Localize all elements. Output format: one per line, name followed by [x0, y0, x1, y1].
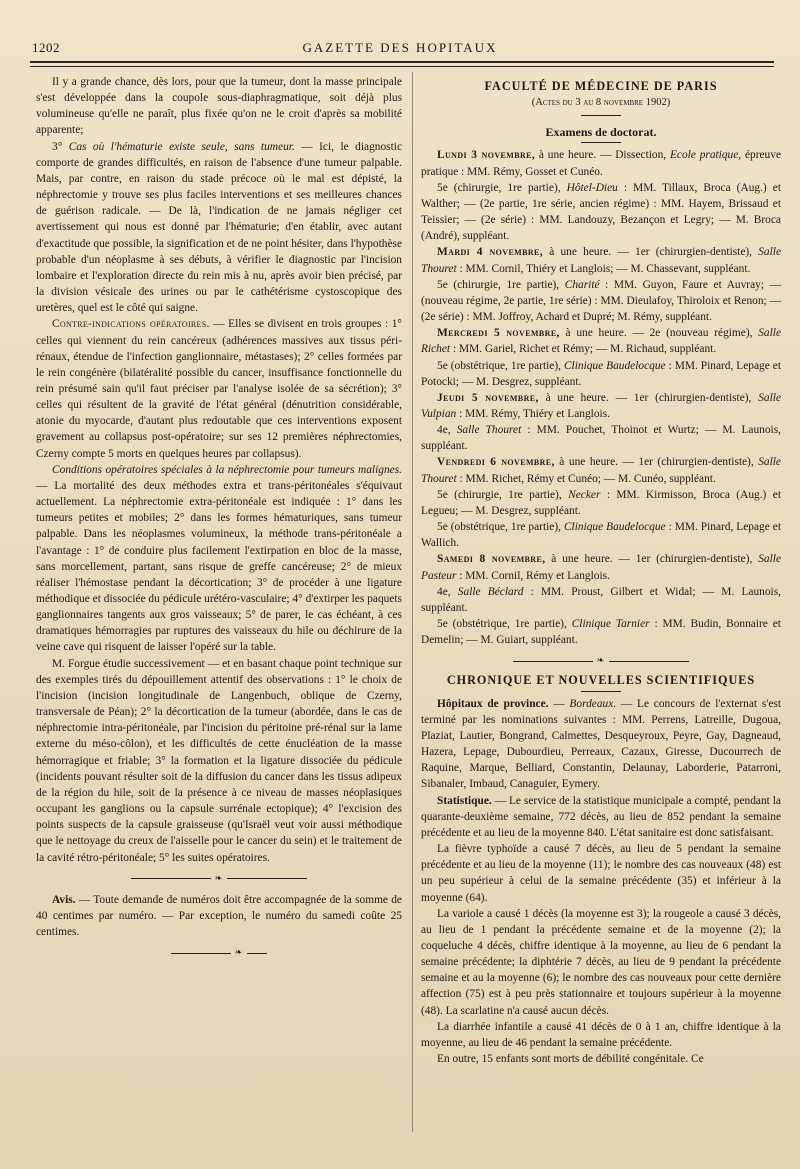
- exam-entry: [421, 147, 781, 179]
- paragraph-text: — Le service de la statistique municipale a compté, pendant la quarante-deuxième semaine, 772 décès, au lieu de 852 pendant la semaine précédente et au lieu de la moyenne 840. L'état sanitaire est donc satisfaisant.: [421, 794, 781, 839]
- exam-entry: [421, 358, 781, 390]
- exam-jury: : MM. Tillaux, Broca (Aug.) et Walther; — (2e partie, 1re série, ancien régime) : MM. Hayem, Brissaud et Teissier; — (2e série) : MM. Landouzy, Bezançon et Legry; — M. Broca (André), suppléant.: [421, 181, 781, 243]
- exam-list: [421, 147, 781, 648]
- page-number: 1202: [32, 40, 60, 55]
- italic-heading: Conditions opératoires spéciales à la néphrectomie pour tumeurs malignes.: [52, 463, 402, 476]
- exam-location: Hôtel-Dieu: [566, 181, 618, 194]
- rubric-label: Hôpitaux de province.: [437, 697, 549, 710]
- exam-jury: : MM. Guyon, Faure et Auvray; — (nouveau régime, 2e partie, 1re série) : MM. Dieulafoy, Thiroloix et Renon; — (2e série) : MM. Joffroy, Achard et Dupré; M. Rémy, suppléant.: [421, 278, 781, 324]
- exam-jury: : MM. Pouchet, Thoinot et Wurtz; — M. Launois, suppléant.: [421, 424, 782, 453]
- paragraph: M. Forgue étudie successivement — et en basant chaque point technique sur des exemples tirés du dépouillement attentif des observations : 1° le choix de l'incision (incision longitudinale de Langenbuch, oblique de Czerny, transversale de Péan); 2° la décortication de la tumeur (abordée, dans le cas de néphrectomie intra-péritonéale, par l'incision du péritoine pré-rénal sur la lame externe du méso-côlon), et les difficultés de cette énucléation de la masse hémorragique et friable; 3° la formation et la ligature dissociée du pédicule (incidents pouvant résulter soit de la diffusion du cancer dans les tissus adipeux de la région du hile, soit de la présence à ce niveau de masses néoplasiques occupant les ganglions ou la capsule surrénale ectopique); 4° l'excision des points suspects de la capsule graisseuse (qu'Israël veut voir aussi méthodique que le nettoyage du creux de l'aisselle pour le cancer du sein) et le traitement de la cavité rétro-péritonéale; 5° les suites opératoires.: [36, 657, 402, 864]
- paragraph: La diarrhée infantile a causé 41 décès de 0 à 1 an, chiffre identique à la moyenne, au lieu de 46 pendant la semaine précédente.: [421, 1020, 781, 1049]
- exam-text: 4e,: [437, 585, 458, 598]
- exam-text: à une heure. — Dissection,: [535, 149, 670, 162]
- exam-location: Clinique Tarnier: [571, 618, 650, 630]
- exam-text: 5e (obstétrique, 1re partie),: [437, 359, 564, 372]
- exam-text: 5e (chirurgie, 1re partie),: [437, 278, 565, 291]
- exam-entry: [421, 487, 781, 519]
- separator-ornament: ❧: [36, 944, 402, 960]
- notice-text: — Toute demande de numéros doit être accompagnée de la somme de 40 centimes par numéro. — Par exception, le numéro du samedi coûte 25 centimes.: [36, 893, 402, 939]
- exam-day: Lundi 3 novembre,: [437, 149, 536, 162]
- paragraph: [421, 793, 781, 841]
- exam-day: Mercredi 5 novembre,: [437, 327, 560, 340]
- exam-entry: [421, 422, 781, 454]
- exam-jury: : MM. Pinard, Lepage et Potocki; — M. Desgrez, suppléant.: [421, 359, 781, 388]
- italic-heading: Cas où l'hématurie existe seule, sans tumeur.: [68, 140, 295, 153]
- exam-jury: : MM. Proust, Gilbert et Widal; — M. Launois, suppléant.: [421, 585, 781, 614]
- exam-location: Clinique Baudelocque: [563, 521, 666, 534]
- exam-day: Mardi 4 novembre,: [437, 246, 544, 259]
- exam-location: Salle Béclard: [457, 585, 524, 598]
- exam-text: 5e (chirurgie, 1re partie),: [437, 488, 569, 501]
- separator-ornament: ❧: [421, 652, 781, 668]
- short-rule: [581, 691, 621, 692]
- right-column: [421, 74, 781, 1067]
- left-column: [36, 74, 402, 964]
- separator-ornament: ❧: [36, 870, 402, 886]
- short-rule: [581, 115, 621, 116]
- exam-text: 4e,: [437, 424, 457, 437]
- rubric-label: Statistique.: [437, 794, 492, 807]
- journal-title: GAZETTE DES HOPITAUX: [302, 40, 498, 55]
- exam-entry: [421, 519, 781, 551]
- exam-location: Salle Vulpian: [421, 391, 781, 420]
- paragraph: La variole a causé 1 décès (la moyenne est 3); la rougeole a causé 3 décès, au lieu de 1 pendant la précédente semaine et de la moyenne (2); la coqueluche 4 décès, chiffre identique à la moyenne, au lieu de 6 pendant la semaine précédente; la diphtérie 7 décès, au lieu de 9 pendant la précédente semaine et au la moyenne (6); le nombre des cas nouveaux pour cette dernière affection (75) est à peu près stationnaire et toujours supérieur à la moyenne (48). La scarlatine n'a causé aucun décès.: [421, 907, 781, 1017]
- exam-text: 5e (chirurgie, 1re partie),: [437, 181, 567, 194]
- paragraph: Hôpitaux de province. — Bordeaux. — Le concours de l'externat s'est terminé par les nominations suivantes : MM. Perrens, Latreille, Dugoua, Plaziat, Lautier, Bongrand, Calmettes, Desqueyroux, Peyre, Gay, Dagneaud, Hazera, Lepage, Dubourdieu, Perreaux, Cazaux, Giresse, Ducourrech de Raquine, Marque, Belliard, Constantin, Delaunay, Laborderie, Patarroni, Sibanaler, Imbaud, Canaguier, Eymery.: [421, 697, 781, 791]
- notice-paragraph: [36, 892, 402, 940]
- paragraph: Il y a grande chance, dès lors, pour que la tumeur, dont la masse principale s'est développée dans la coupole sous-diaphragmatique, soit déjà plus volumineuse qu'elle ne paraît, plus fixée qu'on ne le croit d'après sa mobilité apparente;: [36, 76, 402, 137]
- exam-location: Clinique Baudelocque: [563, 359, 666, 372]
- acts-subtitle: (Actes du 3 au 8 novembre 1902): [531, 97, 671, 109]
- short-rule: [581, 142, 621, 143]
- exam-day: Vendredi 6 novembre,: [437, 456, 555, 469]
- exam-text: 5e (obstétrique, 1re partie),: [437, 521, 564, 534]
- exam-location: Salle Pasteur: [421, 553, 781, 582]
- paragraph-text: — Le concours de l'externat s'est terminé par les nominations suivantes : MM. Perrens, Latreille, Dugoua, Plaziat, Lautier, Bongrand, Calmettes, Desqueyroux, Peyre, Gay, Dagneaud, Hazera, Lepage, Dubourdieu, Perreaux, Cazaux, Giresse, Ducourrech de Raquine, Marque, Belliard, Constantin, Delaunay, Laborderie, Patarroni, Sibanaler, Imbaud, Canaguier, Eymery.: [421, 697, 781, 791]
- exam-text: à une heure. — 2e (nouveau régime),: [559, 327, 759, 340]
- exam-text: à une heure. — 1er (chirurgien-dentiste),: [554, 456, 759, 469]
- exam-location: Salle Thouret: [456, 424, 522, 437]
- exam-jury: : MM. Kirmisson, Broca (Aug.) et Legueu; — M. Desgrez, suppléant.: [421, 488, 781, 517]
- header-rule: [30, 61, 774, 63]
- header-rule-thin: [30, 66, 774, 67]
- exam-location: Necker: [568, 488, 601, 501]
- exam-jury: : MM. Cornil, Thiéry et Langlois; — M. Chassevant, suppléant.: [456, 262, 751, 275]
- paragraph-text: — Elles se divisent en trois groupes : 1° celles qui viennent du rein cancéreux (adhérences massives aux tissus péri-rénaux, étendue de l'infection ganglionnaire, métastases); 2° celles formées par le rein congénère (bilatéralité possible du cancer, insuffisance fonctionnelle du rein présumé sain qu'il faut préciser par l'analyse isolée de sa sécrétion); 3° celles qui résultent de la gravité de l'état général (dénutrition considérable, atonie du myocarde, d'autant plus redoutable que ces interventions exposent gravement au collapsus post-opératoire; sur ses 12 premières néphrectomies, Czerny compte 5 morts en quelques heures par collapsus).: [36, 318, 402, 460]
- exam-location: Salle Richet: [421, 327, 782, 356]
- list-number: 3°: [52, 140, 69, 153]
- exam-jury: : MM. Rémy, Thiéry et Langlois.: [456, 407, 610, 420]
- exam-text: 5e (obstétrique, 1re partie),: [437, 618, 572, 630]
- page-header: [32, 40, 768, 60]
- exam-jury: : MM. Pinard, Lepage et Wallich.: [421, 521, 781, 550]
- exam-jury: : MM. Cornil, Rémy et Langlois.: [456, 569, 610, 582]
- exam-location: Ecole pratique: [669, 149, 739, 162]
- paragraph: En outre, 15 enfants sont morts de débilité congénitale. Ce: [437, 1053, 704, 1066]
- column-separator: [412, 72, 413, 1132]
- exam-entry: [421, 616, 781, 648]
- paragraph: [36, 462, 402, 656]
- paragraph-text: — La mortalité des deux méthodes extra et trans-péritonéales s'équivaut actuellement. La néphrectomie extra-péritonéale est indiquée : 1° dans les tumeurs petites et mobiles; 2° dans les formes hématuriques, sans tumeur palpable. Dans les néoplasmes volumineux, la méthode trans-péritonéale a l'avantage : 1° de conduire plus facilement l'extirpation en bloc de la masse, sans morcellement, partant, sans risque de greffe cancéreuse; 2° de mieux réaliser l'hémostase pendant la décortication; 3° de procéder à une ligature méthodique et dissociée du pédicule urétéro-vasculaire; 4° d'extirper les paquets ganglionnaires tangents aux gros vaisseaux; 5° de parer, le cas échéant, à ces dramatiques hémorragies par ruptures des vaisseaux du hile ou déchirure de la veine cave qui risquent de laisser l'opéré sur la table.: [36, 479, 402, 654]
- exam-text: à une heure. — 1er (chirurgien-dentiste),: [545, 553, 759, 566]
- paragraph: [36, 316, 402, 461]
- exam-entry: [421, 551, 781, 583]
- section-heading: Contre-indications opératoires.: [52, 318, 210, 331]
- chronicle-title: CHRONIQUE ET NOUVELLES SCIENTIFIQUES: [446, 673, 756, 688]
- exam-location: Salle Thouret: [421, 456, 781, 485]
- exam-entry: [421, 180, 781, 245]
- paragraph: [36, 139, 402, 317]
- exam-location: Salle Thouret: [421, 246, 781, 275]
- faculty-title: FACULTÉ DE MÉDECINE DE PARIS: [484, 79, 718, 93]
- exam-jury: : MM. Gariel, Richet et Rémy; — M. Richaud, suppléant.: [450, 343, 717, 356]
- exam-jury: : MM. Budin, Bonnaire et Demelin; — M. Guiart, suppléant.: [421, 618, 781, 647]
- paragraph-text: — Ici, le diagnostic comporte de grandes difficultés, en raison de l'absence d'une tumeur palpable. Mais, par contre, en raison du stade précoce où le mal est dépisté, la néphrectomie y trouve ses plus faciles interventions et ses meilleures chances de guérison radicale. — De là, l'indication de ne jamais négliger cet avertissement qui nous est donné par l'hématurie; d'en établir, avec autant d'exactitude que possible, la signification et de ne point hésiter, dans l'hypothèse probable d'un néoplasme à ses débuts, à vérifier le diagnostic par l'incision lombaire et l'exploration directe du rein mis à nu, après avoir bien précisé, par la division vésicale des urines ou par le cathétérisme cystoscopique des uretères, quel est le côté qui saigne.: [36, 140, 402, 315]
- city-name: Bordeaux.: [569, 697, 617, 710]
- exam-day: Samedi 8 novembre,: [437, 553, 546, 566]
- exam-entry: [421, 390, 781, 422]
- exam-day: Jeudi 5 novembre,: [437, 391, 539, 404]
- notice-label: Avis.: [52, 893, 76, 906]
- paragraph: La fièvre typhoïde a causé 7 décès, au lieu de 5 pendant la semaine précédente et au lieu de la moyenne (11); le nombre des cas nouveaux (48) est un peu supérieur à celui de la semaine précédente (35) et inférieur à la moyenne (64).: [421, 843, 781, 904]
- exam-entry: [421, 325, 781, 357]
- exam-entry: [421, 244, 781, 276]
- exam-entry: [421, 454, 781, 486]
- exam-entry: [421, 277, 781, 325]
- exam-jury: , épreuve pratique : MM. Rémy, Gosset et Cunéo.: [421, 149, 781, 178]
- exam-jury: : MM. Richet, Rémy et Cunéo; — M. Cunéo, suppléant.: [456, 472, 716, 485]
- exam-text: à une heure. — 1er (chirurgien-dentiste),: [543, 246, 759, 259]
- exam-text: à une heure. — 1er (chirurgien-dentiste),: [538, 391, 759, 404]
- exams-title: Examens de doctorat.: [545, 125, 657, 140]
- exam-location: Charité: [564, 278, 600, 291]
- exam-entry: [421, 584, 781, 616]
